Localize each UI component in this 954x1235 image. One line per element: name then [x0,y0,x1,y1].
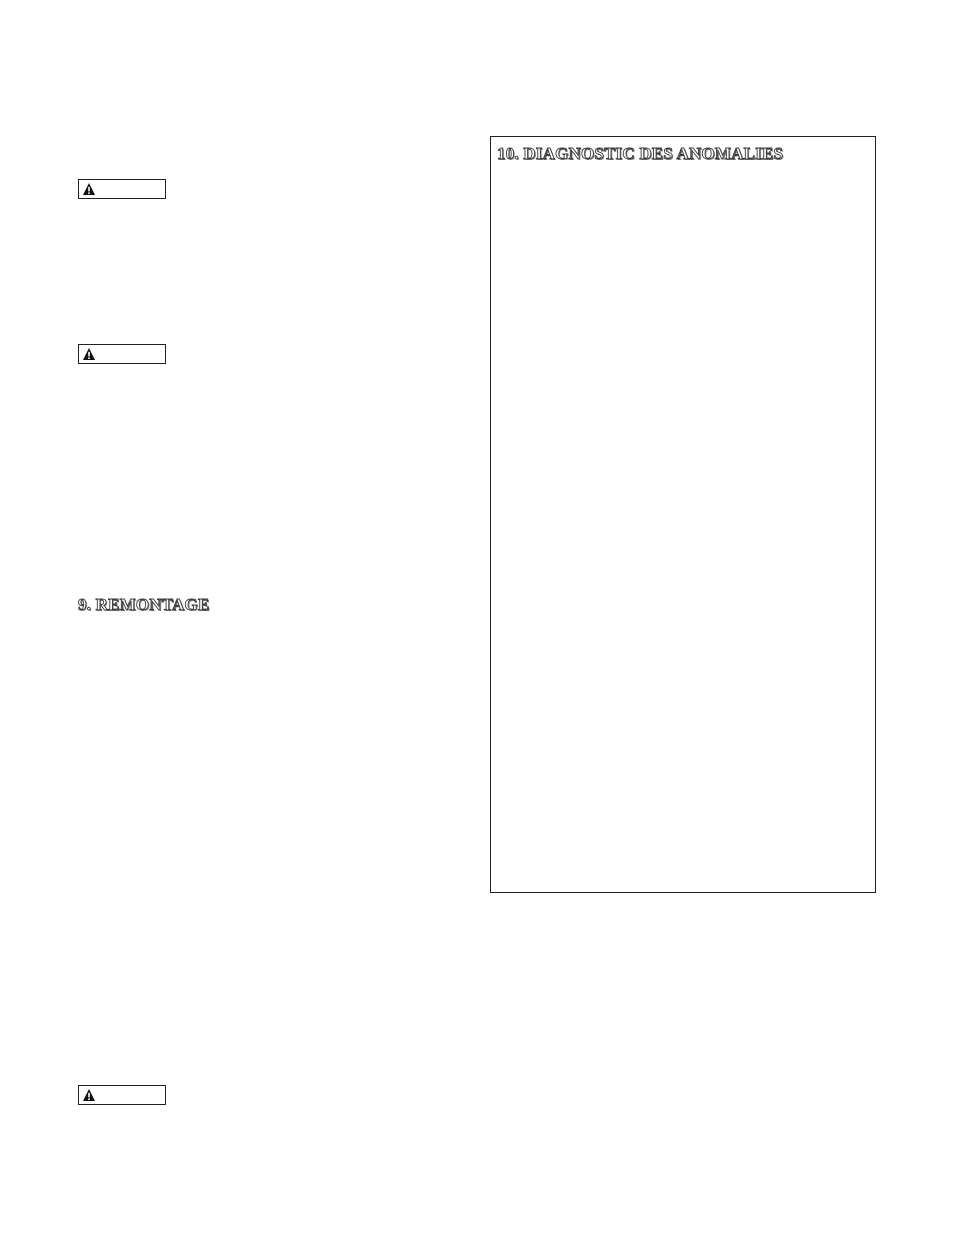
section-heading-remontage: 9. REMONTAGE [78,595,210,614]
section-heading-diagnostic: 10. DIAGNOSTIC DES ANOMALIES [497,144,784,163]
warning-label-2 [78,344,166,364]
warning-triangle-icon [82,182,96,196]
warning-triangle-icon [82,347,96,361]
diagnostic-panel [490,136,876,893]
warning-label-1 [78,179,166,199]
warning-triangle-icon [82,1088,96,1102]
warning-label-3 [78,1085,166,1105]
